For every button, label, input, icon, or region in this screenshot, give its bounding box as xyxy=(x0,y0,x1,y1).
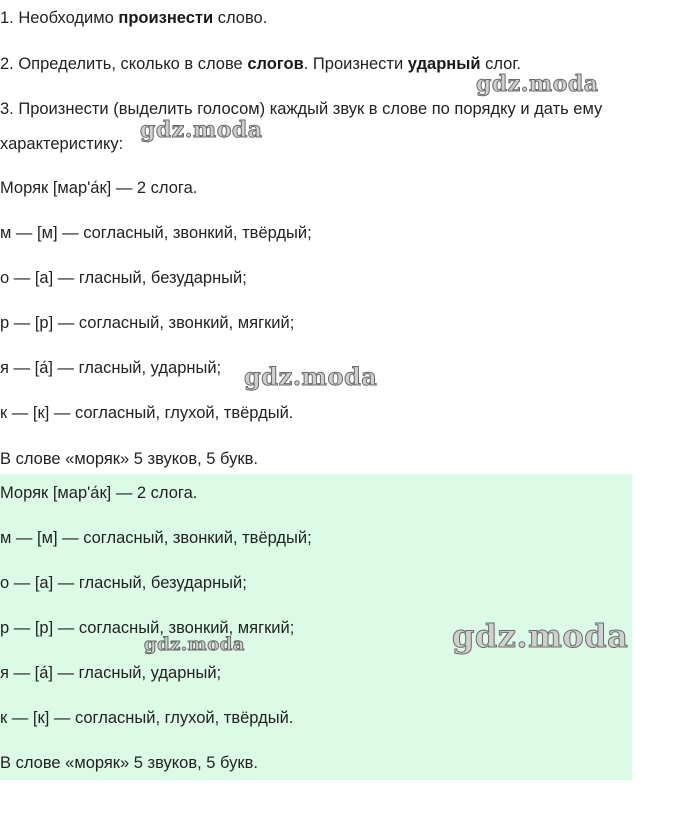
answer-sound-line-5: к — [к] — согласный, глухой, твёрдый. xyxy=(0,709,294,727)
step-1-bold: произнести xyxy=(118,9,214,27)
watermark-logo: gdz.moda xyxy=(452,617,629,655)
step-2-tail: слог. xyxy=(480,55,521,73)
step-1 xyxy=(0,7,267,29)
sound-line-4: я — [а́] — гласный, ударный; xyxy=(0,359,222,377)
step-2-text: 2. Определить, сколько в слове xyxy=(0,55,248,73)
sound-line-3: р — [р] — согласный, звонкий, мягкий; xyxy=(0,314,295,332)
sound-line-5: к — [к] — согласный, глухой, твёрдый. xyxy=(0,404,294,422)
answer-word-transcription: Моряк [мар'а́к] — 2 слога. xyxy=(0,484,198,502)
watermark-logo: gdz.moda xyxy=(244,362,378,391)
step-2-bold-syllables: слогов xyxy=(247,55,304,73)
summary-line: В слове «моряк» 5 звуков, 5 букв. xyxy=(0,450,258,468)
step-1-tail: слово. xyxy=(213,9,268,27)
watermark-logo: gdz.moda xyxy=(144,634,245,655)
answer-sound-line-1: м — [м] — согласный, звонкий, твёрдый; xyxy=(0,529,312,547)
step-2-bold-stressed: ударный xyxy=(407,55,481,73)
step-3-line-1: 3. Произнести (выделить голосом) каждый звук в слове по порядку и дать ему xyxy=(0,100,603,118)
watermark-logo: gdz.moda xyxy=(476,71,599,97)
answer-sound-line-4: я — [а́] — гласный, ударный; xyxy=(0,664,222,682)
step-3-line-2: характеристику: xyxy=(0,135,124,153)
word-transcription: Моряк [мар'а́к] — 2 слога. xyxy=(0,179,198,197)
sound-line-1: м — [м] — согласный, звонкий, твёрдый; xyxy=(0,224,312,242)
step-1-text: 1. Необходимо xyxy=(0,9,119,27)
step-2 xyxy=(0,53,521,75)
answer-sound-line-3: р — [р] — согласный, звонкий, мягкий; xyxy=(0,619,295,637)
step-2-mid: . Произнести xyxy=(303,55,408,73)
answer-summary-line: В слове «моряк» 5 звуков, 5 букв. xyxy=(0,754,258,772)
sound-line-2: о — [а] — гласный, безударный; xyxy=(0,269,247,287)
watermark-logo: gdz.moda xyxy=(140,117,263,143)
answer-sound-line-2: о — [а] — гласный, безударный; xyxy=(0,574,247,592)
